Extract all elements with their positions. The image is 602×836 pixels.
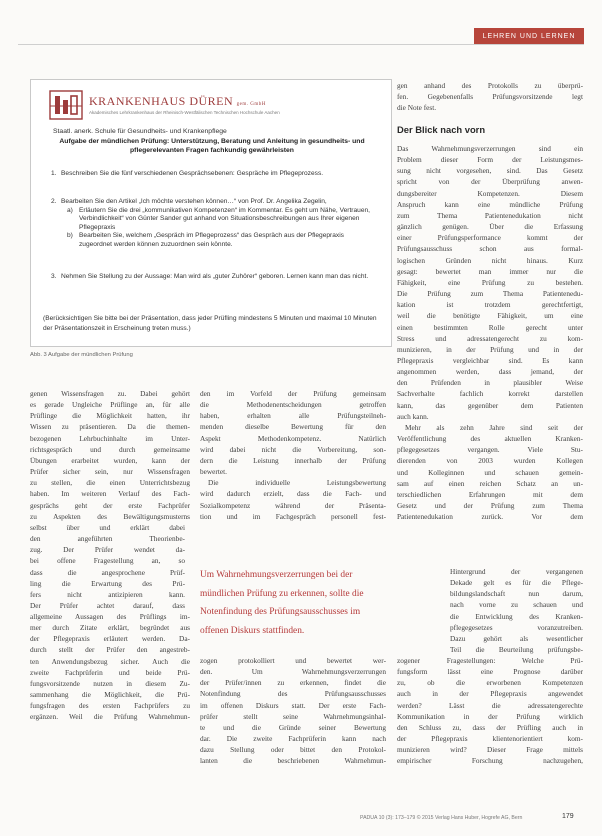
figure-caption: Abb. 3 Aufgabe der mündlichen Prüfung xyxy=(30,352,133,358)
left-column-top: genen Wissensfragen zu. Dabei gehört es gerade Ungleiche Prüflinge an, für alle Prüflinge die Möglichkeit hatten, ihr Wissen zu präsentieren. Da die themen- bezogenen Lehrbuchinhalte im Unter- richtsgespräch und durch gemeinsame Übungen erarbeitet wurden, kann der Prüfer sicher sein, nur Wissensfragen zu stellen, die einen Unterrichtsbezug haben. Im weiteren Verlauf des Fach- gesprächs geht der erste Fachprüfer zu Aspekten des Bewältigungsmusterns xyxy=(30,389,190,521)
left-column-bottom: allgemeine Aussagen des Prüflings im- mer durch Zitate erklärt, begründet aus der Pflegepraxis erläutert werden. Da- durch stellt der Prüfer den angestreb- ten Anwendungsbezug sicher. Auch die zweite Fachprüferin und beide Prü- fungsvorsitzende nutzen in diesem Zu- sammenhang die Möglichkeit, die Prü- fungsfragen des ersten Fachprüfers zu ergänzen. Weil die Prüfung Wahrnehmun- xyxy=(30,612,190,722)
task-item: 3. Nehmen Sie Stellung zu der Aussage: Man wird als „guter Zuhörer“ geboren. Lernen kann man das nicht. xyxy=(51,273,369,280)
hospital-tagline: Akademisches Lehrkrankenhaus der Rheinisch-Westfälischen Technischen Hochschule Aachen xyxy=(89,110,280,115)
section-label: LEHREN UND LERNEN xyxy=(482,32,576,40)
figure-title: Aufgabe der mündlichen Prüfung: Unterstützung, Beratung und Anleitung in gesundheits- und pflegerelevanten Fragen fachkundig gewährleisten xyxy=(59,138,365,154)
page-number: 179 xyxy=(562,813,574,820)
header-rule xyxy=(18,44,584,45)
page-footer: PADUA 10 (3): 173–179 © 2015 Verlag Hans Huber, Hogrefe AG, Bern xyxy=(360,815,523,821)
middle-column-top: den im Vorfeld der Prüfung gemeinsam die Methodenentscheidungen getroffen haben, erhalten alle Prüfungsteilneh- menden dieselbe Bewertung für den Aspekt Methodenkompetenz. Natürlich wird dabei nicht die Vorbereitung, son- dern die Leistung innerhalb der Prüfung bewertet. Die individuelle Leistungsbewertung wird dadurch erzielt, dass die Fach- und Sozialkompetenz während der Präsenta- tion und im Fachgespräch personell fest- xyxy=(200,389,386,521)
hospital-logo xyxy=(49,90,83,120)
hospital-name: KRANKENHAUS DÜREN gem. GmbH xyxy=(89,94,266,108)
left-column-wrap: selbst über und erklärt dabei den angeführten Theorienbe- zug. Der Prüfer wendet da- bei offene Fragestellung an, so dass die angesprochene Prüf- ling die Erwartung des Prü- fers nicht antizipieren kann. Der Prüfer achtet darauf, dass xyxy=(30,523,185,611)
middle-column-bottom: zogen protokolliert und bewertet wer- den. Um Wahrnehmungsverzerrungen der Prüfer/innen zu erkennen, findet die Notenfindung des Prüfungsausschusses im offenen Diskurs statt. Der erste Fach- prüfer stellt seine Wahrnehmungsinhal- te und die Gründe seiner Bewertung dar. Die zweite Fachprüferin kann nach dazu Stellung oder bittet den Protokol- lanten die beschriebenen Wahrnehmun- xyxy=(200,656,386,766)
right-column-top: gen anhand des Protokolls zu überprü- fen. Gegebenenfalls Prüfungsvorsitzende legt die Note fest. xyxy=(397,81,583,113)
right-column-main: Das Wahrnehmungsverzerrungen sind ein Problem dieser Form der Leistungsmes- sung nicht vorgesehen, sind. Das Gesetz spricht von der Überprüfung anwen- dungsbereiter Kompetenzen. Diesem Anspruch kann eine mündliche Prüfung zum Thema Patientenedukation nicht gänzlich genügen. Über die Erfassung einer Prüfungsperformance kommt der Prüfungsausschuss schon aus formal- logischen Gründen nicht hinaus. Kurz gesagt: bewertet man immer nur die Fähigkeit, eine Prüfung zu bestehen. Die Prüfung zum Thema Patientenedu- kation ist trotzdem gerechtfertigt, weil die benötigte Fähigkeit, um eine einen bestimmten Rolle gerecht unter Stress und adressatengerecht zu kom- munizieren, in der Prüfung und in der Pflegepraxis vergleichbar sind. Es kann angenommen werden, dass jemand, der den Prüfenden in plausibler Weise Sachverhalte fachlich korrekt darstellen kann, das gegenüber dem Patienten auch kann. Mehr als zehn Jahre sind seit der Veröffentlichung des aktuellen Kranken- pflegegesetzes vergangen. Viele Stu- dierenden von 2003 wurden Kollegen und Kolleginnen und schauen gemein- sam auf einen reichen Schatz an un- terschiedlichen Erfahrungen mit dem Gesetz und der Prüfung zum Thema Patientenedukation zurück. Vor dem xyxy=(397,144,583,522)
task-item: 1. Beschreiben Sie die fünf verschiedenen Gesprächsebenen: Gespräche im Pflegeprozess. xyxy=(51,170,324,177)
section-heading: Der Blick nach vorn xyxy=(397,124,486,135)
right-column-wrap: Hintergrund der vergangenen Dekade gelt es für die Pflege- bildungslandschaft nun darum, nach vorne zu schauen und die Entwicklung des Kranken- pflegegesetzes voranzutreiben. Dazu gehört als wesentlicher Teil die Beurteilung prüfungsbe- xyxy=(450,567,583,655)
exam-task-figure xyxy=(30,79,392,347)
figure-note: (Berücksichtigen Sie bitte bei der Präsentation, dass jeder Prüfling mindestens 5 Minuten und maximal 10 Minuten der Präsentationszeit in Erscheinung treten muss.) xyxy=(43,315,377,332)
right-column-bottom: zogener Fragestellungen: Welche Prü- fungsform lässt eine Prognose darüber zu, ob die erworbenen Kompetenzen auch in der Pflegepraxis angewendet werden? Lässt die adressatengerechte Kommunikation in der Prüfung wirklich den Schluss zu, dass der Prüfling auch in der Pflegepraxis klientenorientiert kom- munizieren wird? Dieser Frage mittels empirischer Forschung nachzugehen, xyxy=(397,656,583,766)
section-tab xyxy=(474,28,584,44)
pull-quote: Um Wahrnehmungsverzerrungen bei der mündlichen Prüfung zu erkennen, sollte die Notenfindung des Prüfungsausschusses im offenen Diskurs stattfinden. xyxy=(200,566,432,641)
task-item: 2. Bearbeiten Sie den Artikel „Ich möchte verstehen können…“ von Prof. Dr. Angelika Zegelin, a) Erläutern Sie die drei „kommunikativen Kompetenzen“ im Kommentar. Es geht um Nähe, Vertrauen, Verbindlichkeit“ von Günter Sander gut anhand von Situationsbeschreibungen aus Ihrer eigenen Pflegepraxis b) Bearbeiten Sie, welchem „Gespräch im Pflegeprozess“ das Gespräch aus der Pflegepraxis zugeordnet werden können zuzuordnen sein könnte. xyxy=(51,198,370,248)
school-name: Staatl. anerk. Schule für Gesundheits- und Krankenpflege xyxy=(53,128,227,135)
